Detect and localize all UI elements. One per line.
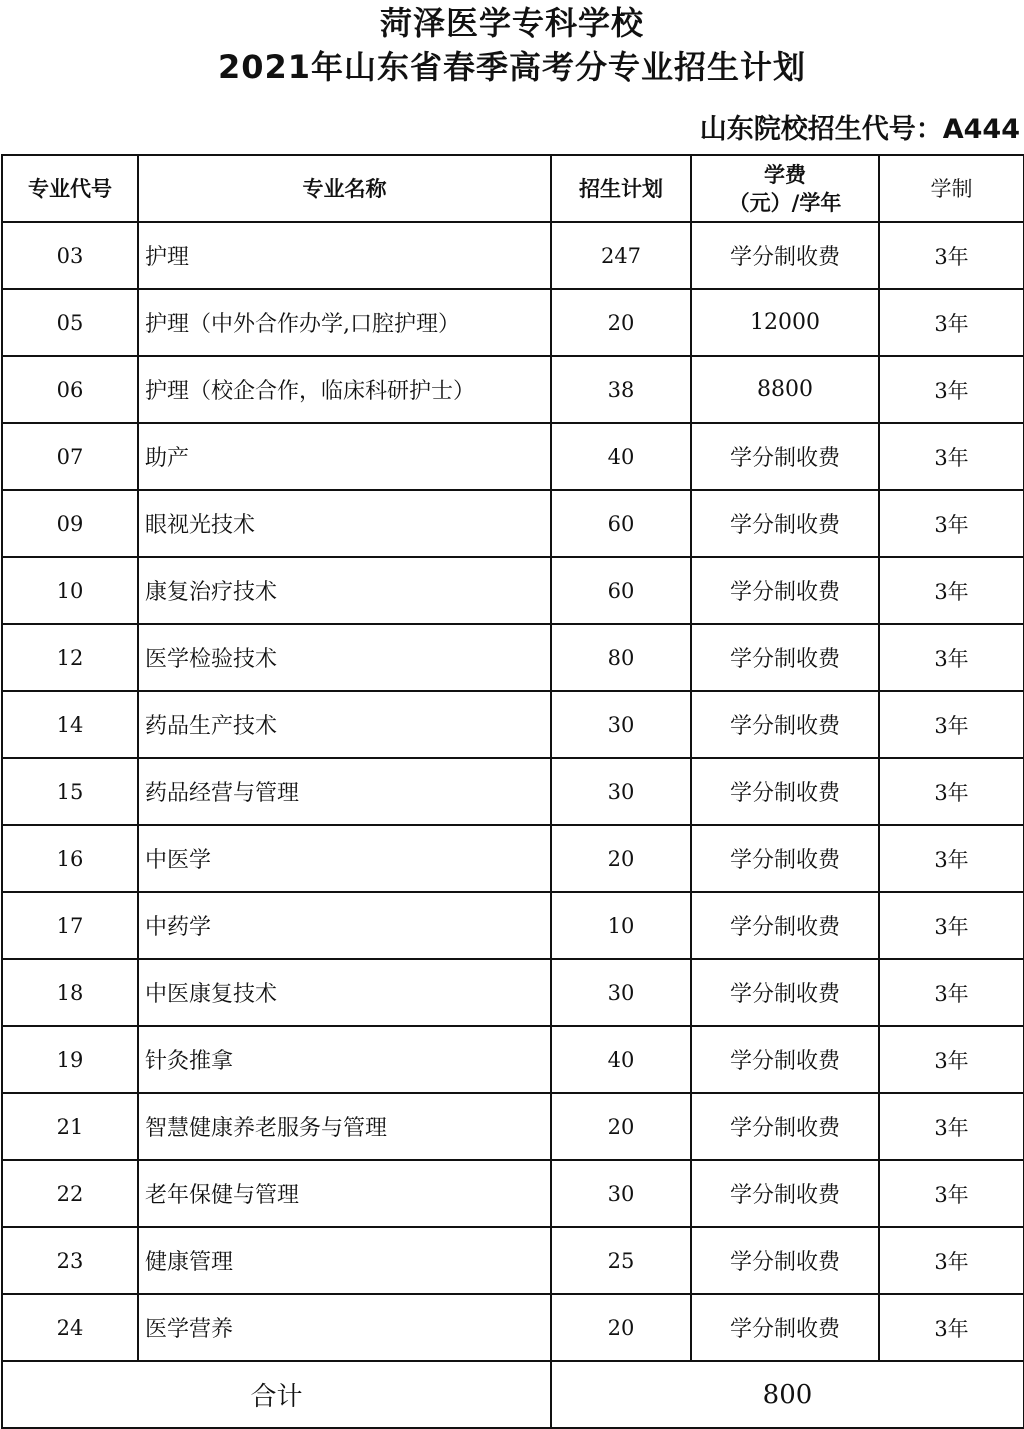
cell-code: 17 [2,892,138,959]
cell-plan: 38 [551,356,691,423]
table-row [2,1294,1024,1361]
cell-code: 12 [2,624,138,691]
cell-plan: 40 [551,423,691,490]
cell-code: 16 [2,825,138,892]
cell-name: 老年保健与管理 [138,1160,551,1227]
column-header-plan: 招生计划 [551,155,691,222]
cell-plan: 30 [551,959,691,1026]
cell-name: 药品经营与管理 [138,758,551,825]
cell-code: 06 [2,356,138,423]
cell-fee: 学分制收费 [691,691,879,758]
cell-code: 05 [2,289,138,356]
cell-fee: 学分制收费 [691,959,879,1026]
cell-name: 医学营养 [138,1294,551,1361]
enrollment-plan-table [1,154,1024,1429]
table-row [2,892,1024,959]
table-row [2,557,1024,624]
cell-name: 眼视光技术 [138,490,551,557]
school-name: 菏泽医学专科学校 [379,4,644,42]
cell-duration: 3年 [879,356,1024,423]
cell-name: 中药学 [138,892,551,959]
column-header-fee-line2: （元）/学年 [728,190,842,215]
cell-name: 医学检验技术 [138,624,551,691]
cell-fee: 学分制收费 [691,557,879,624]
cell-code: 21 [2,1093,138,1160]
cell-fee: 学分制收费 [691,892,879,959]
cell-name: 护理（校企合作，临床科研护士） [138,356,551,423]
cell-duration: 3年 [879,825,1024,892]
cell-duration: 3年 [879,691,1024,758]
cell-duration: 3年 [879,289,1024,356]
table-row [2,825,1024,892]
cell-name: 针灸推拿 [138,1026,551,1093]
cell-plan: 40 [551,1026,691,1093]
table-row [2,758,1024,825]
cell-code: 07 [2,423,138,490]
column-header-name: 专业名称 [138,155,551,222]
table-row [2,1227,1024,1294]
cell-plan: 20 [551,1294,691,1361]
cell-plan: 20 [551,289,691,356]
column-header-fee-line1: 学费 [764,162,806,187]
cell-fee: 学分制收费 [691,758,879,825]
cell-code: 15 [2,758,138,825]
cell-fee: 学分制收费 [691,1227,879,1294]
cell-duration: 3年 [879,490,1024,557]
cell-name: 中医学 [138,825,551,892]
cell-plan: 30 [551,1160,691,1227]
cell-fee: 学分制收费 [691,1026,879,1093]
cell-name: 健康管理 [138,1227,551,1294]
cell-name: 康复治疗技术 [138,557,551,624]
cell-name: 中医康复技术 [138,959,551,1026]
table-row [2,624,1024,691]
document-title: 2021年山东省春季高考分专业招生计划 [217,48,807,86]
cell-fee: 学分制收费 [691,222,879,289]
cell-duration: 3年 [879,222,1024,289]
cell-plan: 60 [551,490,691,557]
cell-plan: 20 [551,825,691,892]
cell-duration: 3年 [879,557,1024,624]
table-row [2,423,1024,490]
table-row [2,222,1024,289]
total-value: 800 [551,1361,1024,1428]
cell-plan: 30 [551,691,691,758]
cell-fee: 学分制收费 [691,1294,879,1361]
cell-code: 19 [2,1026,138,1093]
cell-duration: 3年 [879,423,1024,490]
cell-plan: 10 [551,892,691,959]
table-row [2,1160,1024,1227]
cell-plan: 247 [551,222,691,289]
cell-duration: 3年 [879,1227,1024,1294]
total-label: 合计 [2,1361,551,1428]
cell-code: 22 [2,1160,138,1227]
cell-plan: 20 [551,1093,691,1160]
cell-fee: 学分制收费 [691,1160,879,1227]
cell-duration: 3年 [879,758,1024,825]
cell-plan: 80 [551,624,691,691]
cell-duration: 3年 [879,1294,1024,1361]
cell-duration: 3年 [879,959,1024,1026]
cell-duration: 3年 [879,892,1024,959]
column-header-fee [691,155,879,222]
cell-name: 助产 [138,423,551,490]
table-row [2,289,1024,356]
cell-code: 18 [2,959,138,1026]
table-header-row [2,155,1024,222]
cell-fee: 学分制收费 [691,490,879,557]
cell-plan: 60 [551,557,691,624]
cell-duration: 3年 [879,1160,1024,1227]
cell-fee: 学分制收费 [691,624,879,691]
cell-plan: 25 [551,1227,691,1294]
table-row [2,490,1024,557]
table-row [2,959,1024,1026]
table-body [2,222,1024,1361]
cell-fee: 学分制收费 [691,825,879,892]
cell-fee: 学分制收费 [691,423,879,490]
cell-code: 24 [2,1294,138,1361]
cell-duration: 3年 [879,1026,1024,1093]
table-row [2,1093,1024,1160]
cell-name: 护理（中外合作办学,口腔护理） [138,289,551,356]
cell-name: 智慧健康养老服务与管理 [138,1093,551,1160]
column-header-duration: 学制 [879,155,1024,222]
table-row [2,356,1024,423]
cell-code: 03 [2,222,138,289]
cell-duration: 3年 [879,1093,1024,1160]
cell-code: 14 [2,691,138,758]
cell-plan: 30 [551,758,691,825]
institution-code: 山东院校招生代号：A444 [699,114,1020,145]
cell-name: 药品生产技术 [138,691,551,758]
cell-duration: 3年 [879,624,1024,691]
cell-code: 09 [2,490,138,557]
column-header-code: 专业代号 [2,155,138,222]
cell-fee: 学分制收费 [691,1093,879,1160]
total-row [2,1361,1024,1428]
cell-name: 护理 [138,222,551,289]
cell-code: 10 [2,557,138,624]
cell-code: 23 [2,1227,138,1294]
cell-fee: 8800 [691,356,879,423]
cell-fee: 12000 [691,289,879,356]
table-row [2,691,1024,758]
table-row [2,1026,1024,1093]
